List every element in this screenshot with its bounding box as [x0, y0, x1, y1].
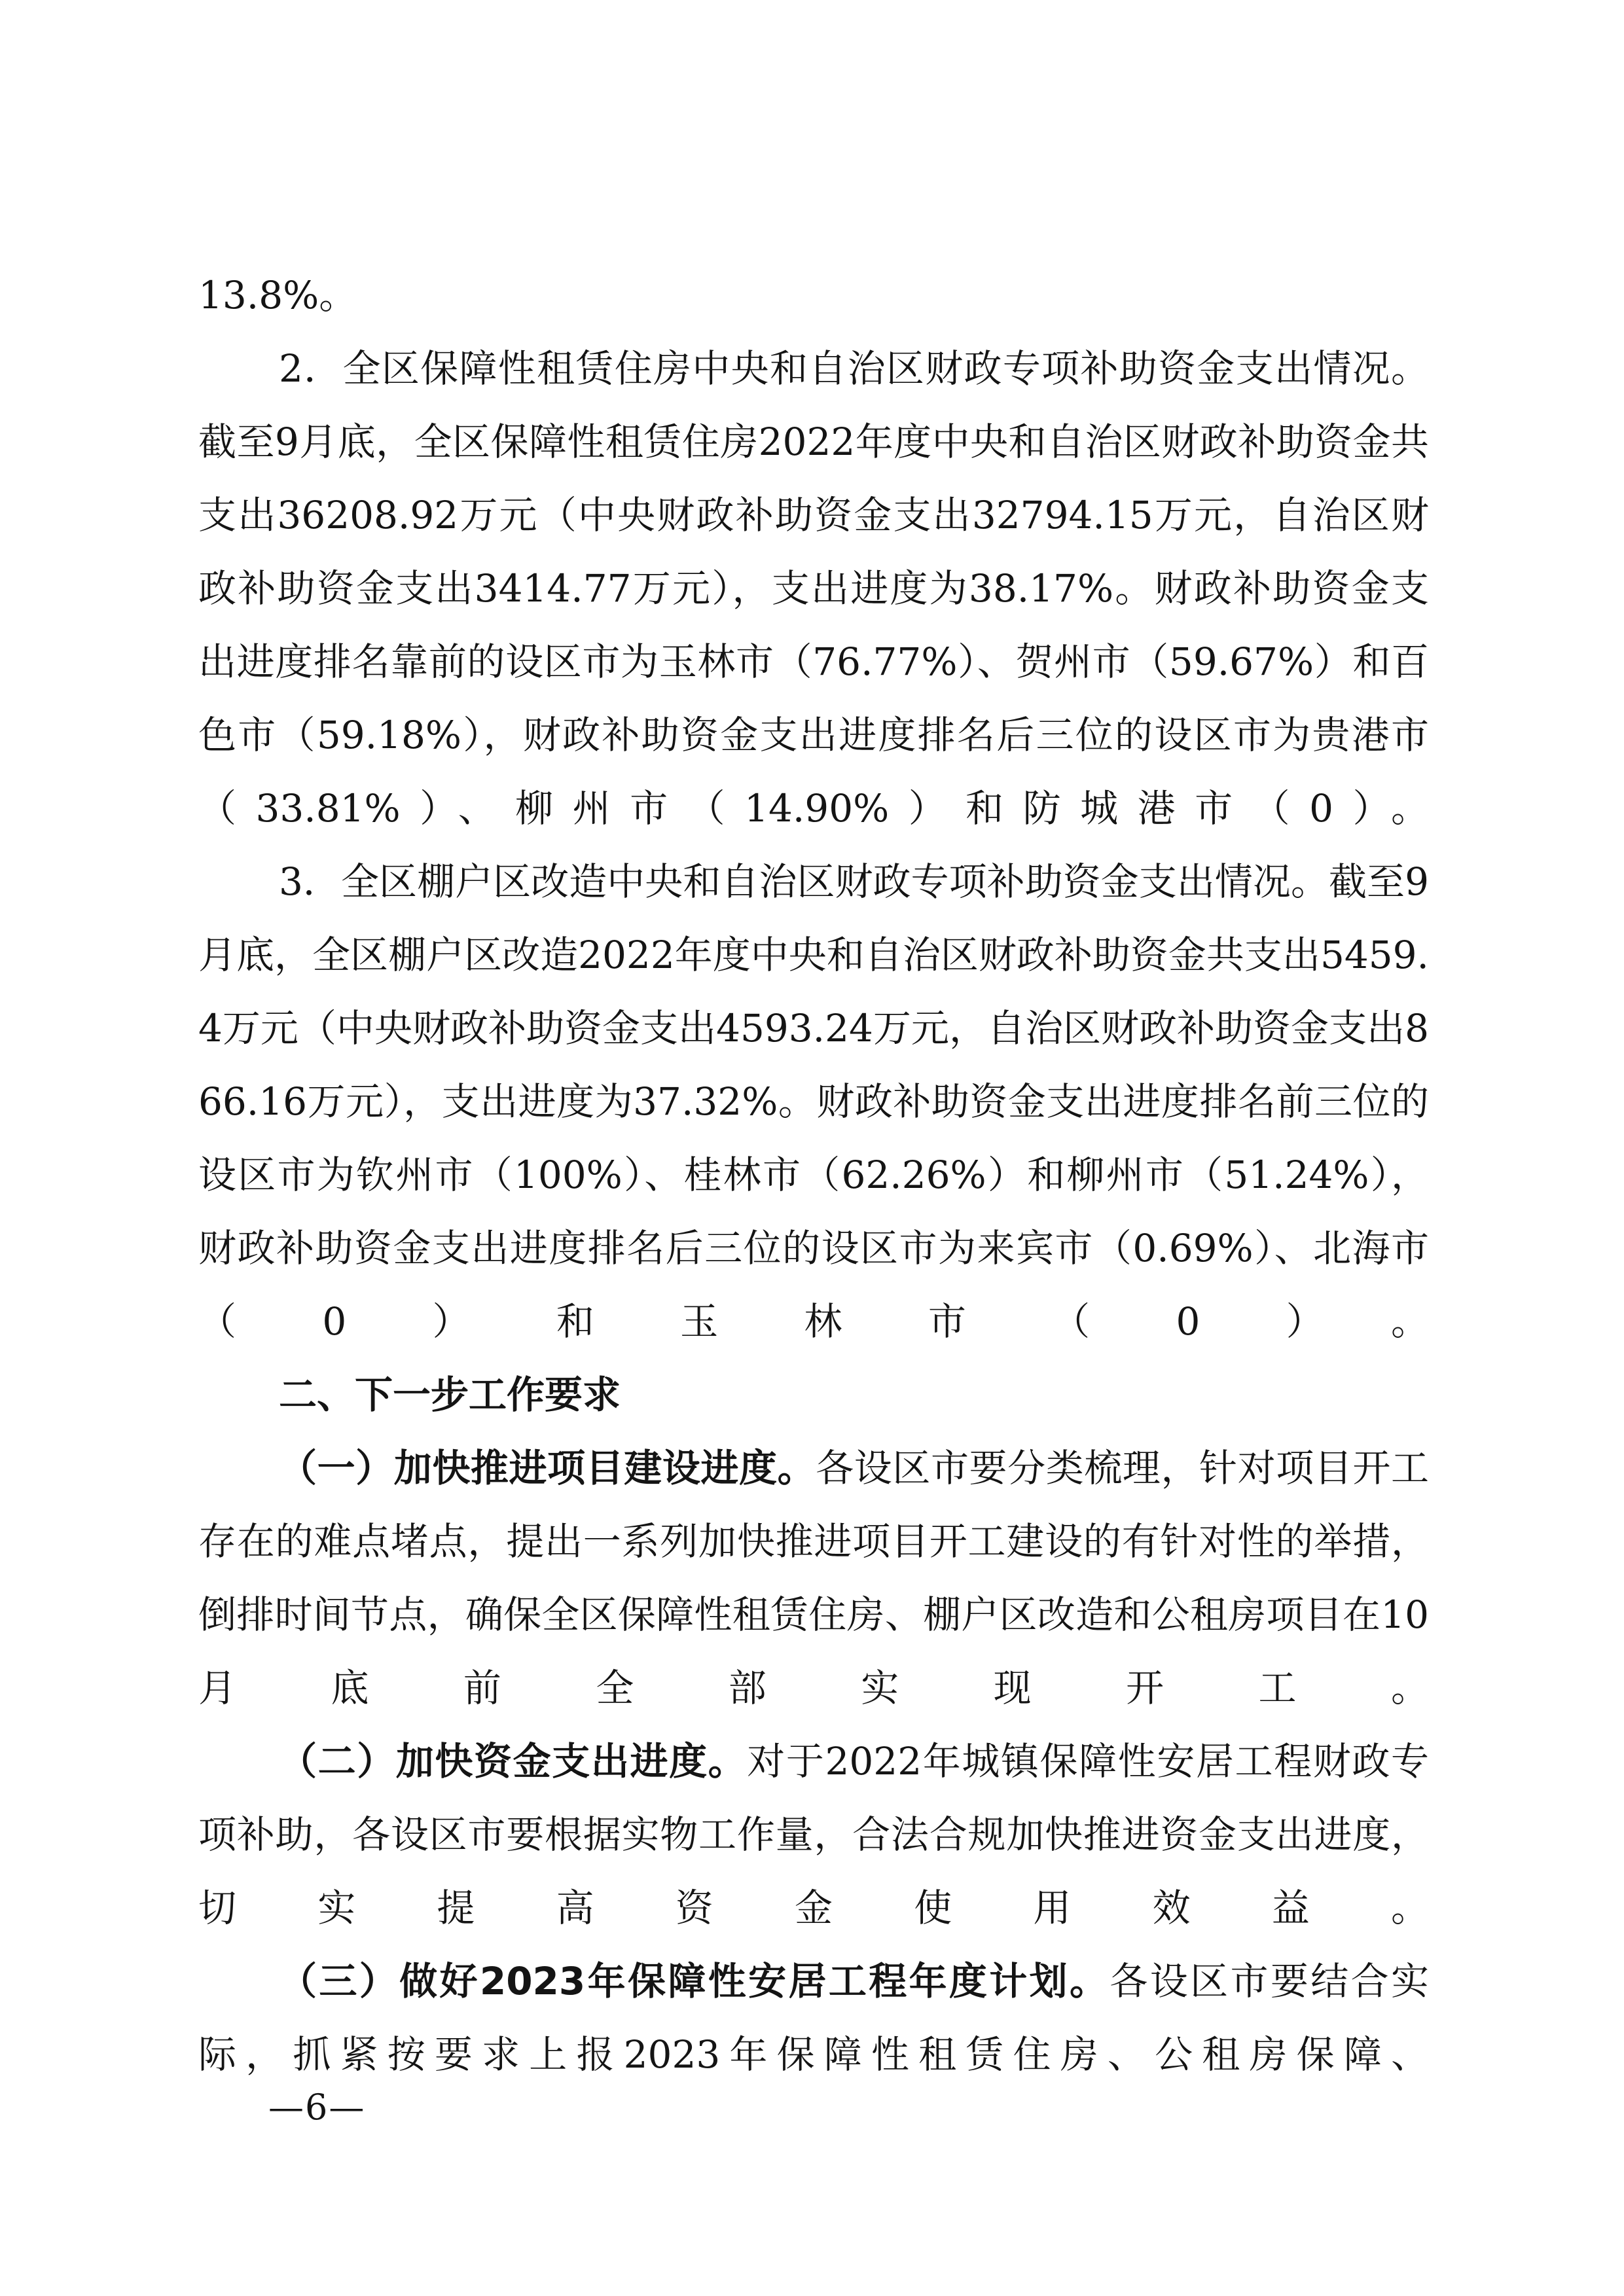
requirement-item-1: [198, 1431, 1429, 1725]
requirement-item-3-lead: （三）做好2023年保障性安居工程年度计划。: [279, 1959, 1110, 2003]
paragraph-shantytown-funds: 3．全区棚户区改造中央和自治区财政专项补助资金支出情况。截至9月底，全区棚户区改造2022年度中央和自治区财政补助资金共支出5459.4万元（中央财政补助资金支出4593.24万元，自治区财政补助资金支出866.16万元），支出进度为37.32%。财政补助资金支出进度排名前三位的设区市为钦州市（100%）、桂林市（62.26%）和柳州市（51.24%），财政补助资金支出进度排名后三位的设区市为来宾市（0.69%）、北海市（0）和玉林市（0）。: [198, 859, 1429, 1344]
requirement-item-3: [198, 1945, 1429, 2091]
requirement-item-3-text: 各设区市要结合实际，抓紧按要求上报2023年保障性租赁住房、公租房保障、: [198, 1959, 1429, 2077]
requirement-item-1-text: 各设区市要分类梳理，针对项目开工存在的难点堵点，提出一系列加快推进项目开工建设的有针对性的举措，倒排时间节点，确保全区保障性租赁住房、棚户区改造和公租房项目在10月底前全部实现开工。: [198, 1446, 1429, 1710]
requirement-item-1-lead: （一）加快推进项目建设进度。: [279, 1446, 816, 1490]
paragraph-rental-housing-funds: 2．全区保障性租赁住房中央和自治区财政专项补助资金支出情况。截至9月底，全区保障性租赁住房2022年度中央和自治区财政补助资金共支出36208.92万元（中央财政补助资金支出32794.15万元，自治区财政补助资金支出3414.77万元），支出进度为38.17%。财政补助资金支出进度排名靠前的设区市为玉林市（76.77%）、贺州市（59.67%）和百色市（59.18%），财政补助资金支出进度排名后三位的设区市为贵港市（33.81%）、柳州市（14.90%）和防城港市（0）。: [198, 346, 1429, 831]
requirement-item-2: [198, 1725, 1429, 1945]
document-body: [198, 259, 1429, 2091]
paragraph-continuation: 13.8%。: [198, 273, 357, 317]
page-number: —6—: [268, 2087, 366, 2128]
requirement-item-2-text: 对于2022年城镇保障性安居工程财政专项补助，各设区市要根据实物工作量，合法合规加快推进资金支出进度，切实提高资金使用效益。: [198, 1739, 1429, 1930]
requirement-item-2-lead: （二）加快资金支出进度。: [279, 1739, 748, 1784]
section-heading: 二、下一步工作要求: [279, 1372, 621, 1417]
